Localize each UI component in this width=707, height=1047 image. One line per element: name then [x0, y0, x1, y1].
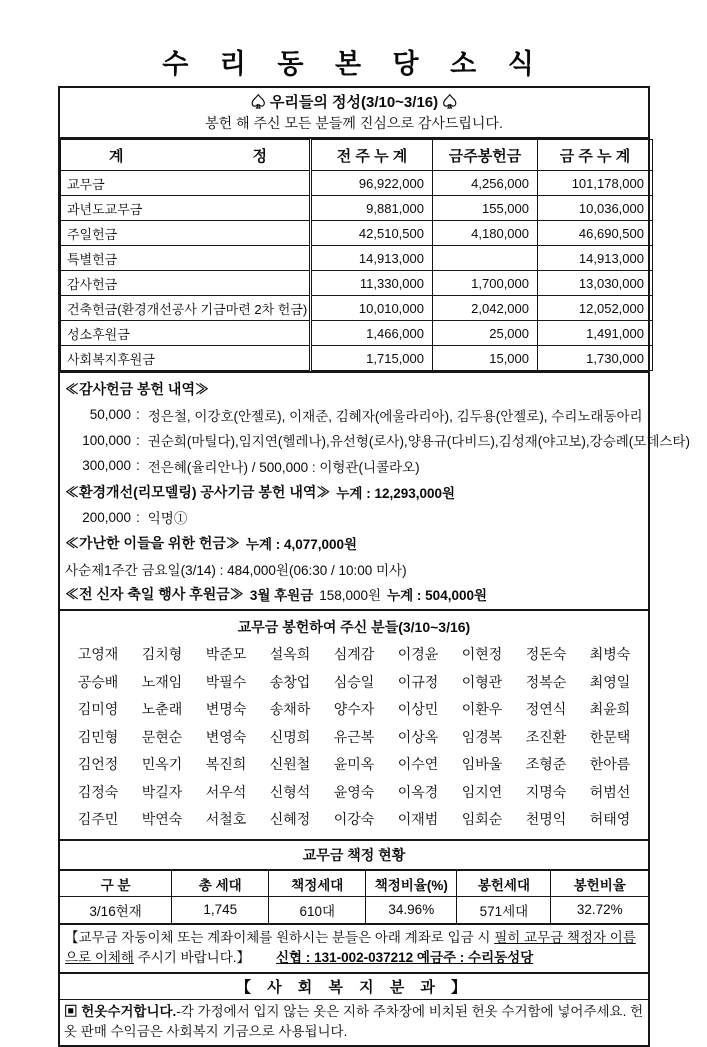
- row-label: 특별헌금: [61, 246, 311, 271]
- assess-header-assessed-households: 책정세대: [269, 871, 366, 897]
- assess-header-total-households: 총 세대: [172, 871, 269, 897]
- remodel-fund-item: [65, 504, 643, 530]
- feast-fund-month: 3월 후원금: [249, 588, 314, 604]
- donor-name: 정복순: [525, 673, 567, 690]
- donor-name: 이경윤: [397, 646, 439, 663]
- donor-name: 고영재: [77, 646, 119, 663]
- donor-name: 문현순: [141, 728, 183, 745]
- donor-name: 김민형: [77, 728, 119, 745]
- row-prev-total: 9,881,000: [311, 196, 433, 221]
- table-row: [61, 196, 653, 221]
- donor-name: 허범선: [589, 783, 631, 800]
- donor-name: 이상옥: [397, 728, 439, 745]
- transfer-notice-text: 【교무금 자동이체 또는 계좌이체를 원하시는 분들은 아래 계좌로 입금 시: [65, 929, 495, 945]
- welfare-box: [58, 972, 650, 1047]
- donor-name: 심계감: [333, 646, 375, 663]
- donor-name: 이강숙: [333, 811, 375, 828]
- poor-fund-title: ≪가난한 이들을 위한 헌금≫: [65, 534, 240, 551]
- table-row: [61, 346, 653, 371]
- assessment-title: 교무금 책정 현황: [60, 841, 648, 870]
- assess-value-total-households: 1,745: [172, 897, 269, 923]
- donor-name: 김주민: [77, 811, 119, 828]
- donor-name: 이수연: [397, 756, 439, 773]
- row-week-total: 1,730,000: [538, 346, 653, 371]
- row-label: 성소후원금: [61, 321, 311, 346]
- feast-fund-title: ≪전 신자 축일 행사 후원금≫: [65, 586, 244, 603]
- donor-name: 정연식: [525, 701, 567, 718]
- thanks-offering-item: [65, 402, 643, 428]
- offering-table: [60, 139, 653, 371]
- offering-donor-names: 익명①: [147, 511, 188, 527]
- row-prev-total: 11,330,000: [311, 271, 433, 296]
- assess-header-offering-households: 봉헌세대: [457, 871, 551, 897]
- donor-name: 최영일: [589, 673, 631, 690]
- row-week-total: 46,690,500: [538, 221, 653, 246]
- donor-name: 박연숙: [141, 811, 183, 828]
- row-label: 감사헌금: [61, 271, 311, 296]
- row-week-offering: [433, 246, 538, 271]
- donors-title: 교무금 봉헌하여 주신 분들(3/10~3/16): [237, 619, 471, 636]
- row-label: 교무금: [61, 171, 311, 196]
- assess-header-category: 구 분: [60, 871, 172, 897]
- offering-header-box: [58, 86, 650, 139]
- assessment-data-row: [60, 897, 648, 923]
- donor-name: 김미영: [77, 701, 119, 718]
- table-row: [61, 296, 653, 321]
- donor-name: 신형석: [269, 783, 311, 800]
- assess-header-offering-rate: 봉헌비율: [551, 871, 648, 897]
- welfare-notice-title: ▣ 헌옷수거합니다.: [64, 1004, 177, 1020]
- table-row: [61, 271, 653, 296]
- offering-table-header-row: [61, 140, 653, 171]
- feast-fund-line: [65, 582, 643, 608]
- row-prev-total: 10,010,000: [311, 296, 433, 321]
- row-label: 사회복지후원금: [61, 346, 311, 371]
- offering-header-title: ♤ 우리들의 정성(3/10~3/16) ♤: [250, 94, 458, 111]
- assess-value-assessed-rate: 34.96%: [366, 897, 457, 923]
- donor-name: 조형준: [525, 756, 567, 773]
- donor-name: 임회순: [461, 811, 503, 828]
- donor-name: 심승일: [333, 673, 375, 690]
- row-label: 과년도교무금: [61, 196, 311, 221]
- remodel-fund-title: ≪환경개선(리모델링) 공사기금 봉헌 내역≫: [65, 483, 331, 500]
- account-header-right: 정: [252, 147, 267, 165]
- donor-name: 이현정: [461, 646, 503, 663]
- row-week-total: 12,052,000: [538, 296, 653, 321]
- offering-details-box: [58, 371, 690, 611]
- feast-fund-amount: 158,000원: [319, 588, 382, 604]
- row-label: 건축헌금(환경개선공사 기금마련 2차 헌금): [61, 296, 311, 321]
- donor-name: 한아름: [589, 756, 631, 773]
- row-week-total: 14,913,000: [538, 246, 653, 271]
- donor-name: 지명숙: [525, 783, 567, 800]
- donor-name: 임지연: [461, 783, 503, 800]
- donor-name: 노춘래: [141, 701, 183, 718]
- offering-donor-names: 전은혜(율리안나) / 500,000 : 이형관(니콜라오): [147, 459, 420, 475]
- assess-value-offering-households: 571세대: [457, 897, 551, 923]
- column-header-this-week-offering: 금주봉헌금: [433, 140, 538, 171]
- row-prev-total: 1,715,000: [311, 346, 433, 371]
- donor-name: 박준모: [205, 646, 247, 663]
- donor-name: 이재범: [397, 811, 439, 828]
- row-prev-total: 42,510,500: [311, 221, 433, 246]
- page-title: 수 리 동 본 당 소 식: [162, 49, 546, 79]
- donor-name: 변영숙: [205, 728, 247, 745]
- donor-name: 박필수: [205, 673, 247, 690]
- donor-name: 양수자: [333, 701, 375, 718]
- feast-fund-total: 누계 : 504,000원: [387, 588, 488, 604]
- offering-donor-names: 정은철, 이강호(안젤로), 이재준, 김혜자(에울라리아), 김두용(안젤로), 수리노래동아리: [147, 408, 643, 424]
- bank-account-info: 신협 : 131-002-037212 예금주 : 수리동성당: [276, 949, 534, 965]
- donor-name: 노재임: [141, 673, 183, 690]
- offering-donor-names: 권순희(마틸다),임지연(헬레나),유선형(로사),양용규(다비드),김성재(야고보),강승례(모데스타): [147, 434, 690, 450]
- donor-name: 신원철: [269, 756, 311, 773]
- lent-friday-line: 사순제1주간 금요일(3/14) : 484,000원(06:30 / 10:00 미사): [65, 562, 407, 578]
- separator: :: [136, 458, 140, 474]
- column-header-account: [61, 140, 311, 171]
- table-row: [61, 221, 653, 246]
- offering-table-box: [58, 137, 650, 373]
- donor-name: 송채하: [269, 701, 311, 718]
- donor-name: 조진환: [525, 728, 567, 745]
- assess-value-offering-rate: 32.72%: [551, 897, 648, 923]
- donor-name: 이규정: [397, 673, 439, 690]
- donor-name: 신혜정: [269, 811, 311, 828]
- row-week-total: 13,030,000: [538, 271, 653, 296]
- donor-name: 허태영: [589, 811, 631, 828]
- separator: :: [136, 509, 140, 525]
- row-prev-total: 96,922,000: [311, 171, 433, 196]
- table-row: [61, 246, 653, 271]
- transfer-notice-emphasis: 필히 교무금 책정자 이름으로 이체해: [65, 929, 636, 965]
- donors-name-grid: [60, 639, 648, 839]
- transfer-notice-text-end: 주시기 바랍니다.】: [133, 949, 251, 965]
- donor-name: 변명숙: [205, 701, 247, 718]
- transfer-notice-box: [58, 923, 650, 975]
- row-week-offering: 25,000: [433, 321, 538, 346]
- row-week-offering: 15,000: [433, 346, 538, 371]
- poor-fund-total: 누계 : 4,077,000원: [245, 536, 358, 552]
- donor-name: 김치형: [141, 646, 183, 663]
- separator: :: [136, 432, 140, 448]
- poor-fund-section-header: [65, 530, 643, 556]
- assess-value-date: 3/16현재: [60, 897, 172, 923]
- donor-name: 정돈숙: [525, 646, 567, 663]
- donor-name: 김정숙: [77, 783, 119, 800]
- row-week-offering: 4,256,000: [433, 171, 538, 196]
- donor-name: 이상민: [397, 701, 439, 718]
- row-prev-total: 1,466,000: [311, 321, 433, 346]
- assessment-table: [60, 870, 648, 923]
- donor-name: 최병숙: [589, 646, 631, 663]
- newsletter-content: [58, 42, 690, 1047]
- assessment-header-row: [60, 871, 648, 897]
- remodel-fund-section-header: [65, 479, 643, 505]
- donor-name: 이형관: [461, 673, 503, 690]
- donor-name: 신명희: [269, 728, 311, 745]
- thanks-offering-item: [65, 453, 643, 479]
- account-header-left: 계: [109, 147, 124, 165]
- row-week-offering: 2,042,000: [433, 296, 538, 321]
- table-row: [61, 321, 653, 346]
- donor-name: 임경복: [461, 728, 503, 745]
- row-week-offering: 4,180,000: [433, 221, 538, 246]
- offering-amount: 100,000: [82, 432, 131, 448]
- row-week-total: 101,178,000: [538, 171, 653, 196]
- donor-name: 윤영숙: [333, 783, 375, 800]
- donor-name: 복진희: [205, 756, 247, 773]
- assess-value-assessed-households: 610대: [269, 897, 366, 923]
- donor-name: 박길자: [141, 783, 183, 800]
- table-row: [61, 171, 653, 196]
- donor-name: 이환우: [461, 701, 503, 718]
- donor-name: 서철호: [205, 811, 247, 828]
- offering-amount: 200,000: [82, 509, 131, 525]
- donor-name: 유근복: [333, 728, 375, 745]
- separator: :: [136, 407, 140, 423]
- row-prev-total: 14,913,000: [311, 246, 433, 271]
- remodel-fund-total: 누계 : 12,293,000원: [336, 485, 456, 501]
- welfare-notice: [60, 1000, 648, 1045]
- row-label: 주일헌금: [61, 221, 311, 246]
- column-header-prev-week-total: 전 주 누 계: [311, 140, 433, 171]
- donor-name: 천명익: [525, 811, 567, 828]
- row-week-offering: 1,700,000: [433, 271, 538, 296]
- row-week-offering: 155,000: [433, 196, 538, 221]
- welfare-notice-body: -각 가정에서 입지 않는 옷은 지하 주차장에 비치된 헌옷 수거함에 넣어주세요. 헌옷 판매 수익금은 사회복지 기금으로 사용됩니다.: [64, 1004, 644, 1039]
- offering-header-subtitle: 봉헌 해 주신 모든 분들께 진심으로 감사드립니다.: [205, 115, 503, 131]
- donor-name: 임바울: [461, 756, 503, 773]
- column-header-this-week-total: 금 주 누 계: [538, 140, 653, 171]
- donor-name: 서우석: [205, 783, 247, 800]
- donor-name: 이옥경: [397, 783, 439, 800]
- row-week-total: 10,036,000: [538, 196, 653, 221]
- assessment-box: [58, 839, 650, 925]
- donors-box: [58, 609, 650, 841]
- donor-name: 송창업: [269, 673, 311, 690]
- donor-name: 공승배: [77, 673, 119, 690]
- donor-name: 윤미옥: [333, 756, 375, 773]
- welfare-section-title: 【 사 회 복 지 분 과 】: [60, 974, 648, 1000]
- thanks-offering-item: [65, 427, 690, 453]
- donor-name: 민옥기: [141, 756, 183, 773]
- thanks-offering-section-header: ≪감사헌금 봉헌 내역≫: [65, 380, 209, 397]
- donor-name: 김언정: [77, 756, 119, 773]
- donor-name: 한문택: [589, 728, 631, 745]
- offering-amount: 50,000: [89, 407, 131, 423]
- row-week-total: 1,491,000: [538, 321, 653, 346]
- donor-name: 최윤희: [589, 701, 631, 718]
- donor-name: 설옥희: [269, 646, 311, 663]
- offering-amount: 300,000: [82, 458, 131, 474]
- assess-header-assessed-rate: 책정비율(%): [366, 871, 457, 897]
